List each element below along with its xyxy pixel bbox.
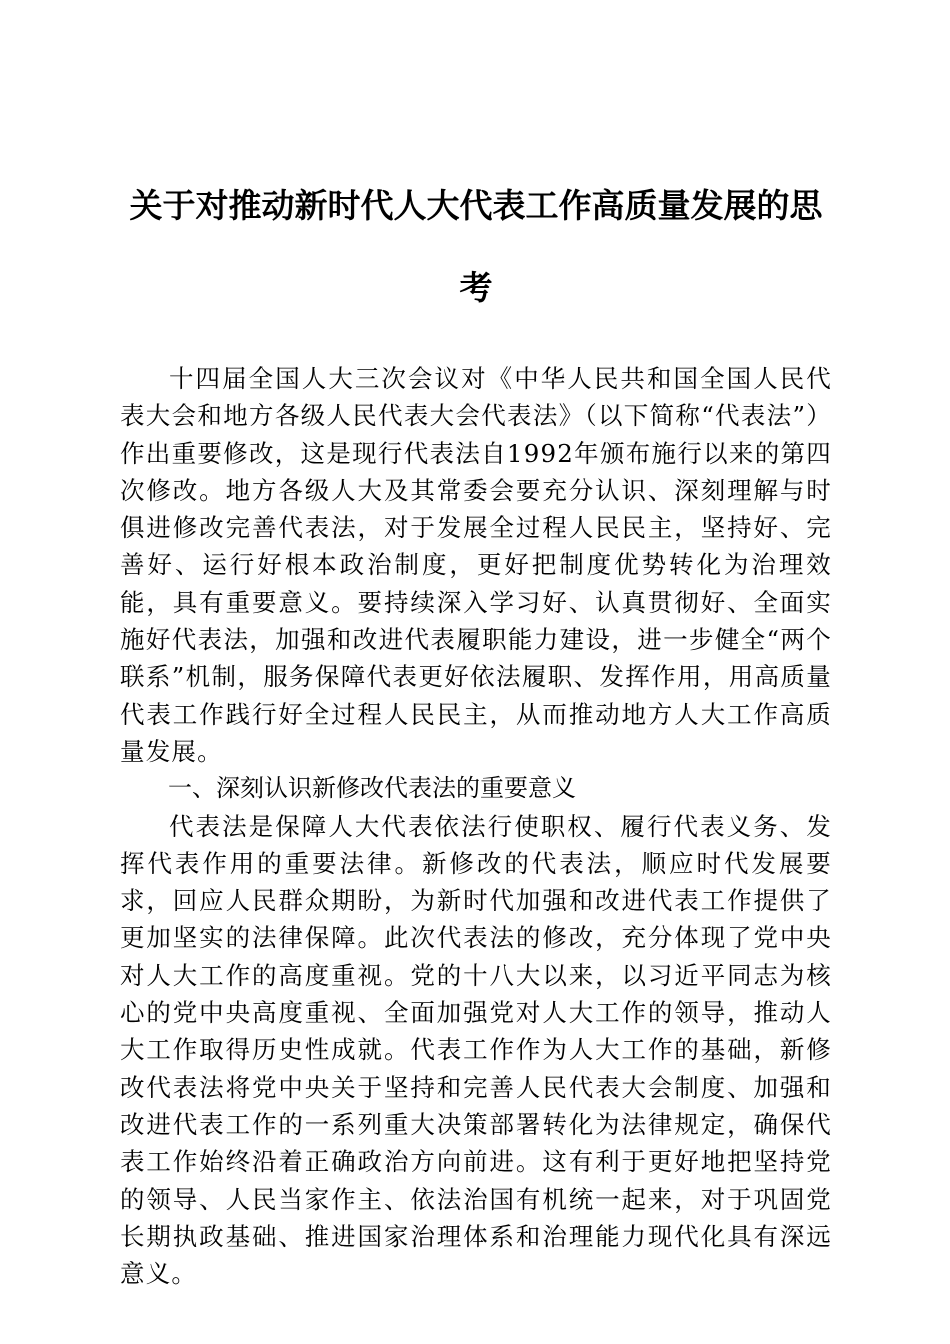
document-body — [120, 360, 832, 1292]
intro-paragraph: 十四届全国人大三次会议对《中华人民共和国全国人民代表大会和地方各级人民代表大会代表法》（以下简称“代表法”）作出重要修改，这是现行代表法自1992年颁布施行以来的第四次修改。地方各级人大及其常委会要充分认识、深刻理解与时俱进修改完善代表法，对于发展全过程人民民主，坚持好、完善好、运行好根本政治制度，更好把制度优势转化为治理效能，具有重要意义。要持续深入学习好、认真贯彻好、全面实施好代表法，加强和改进代表履职能力建设，进一步健全“两个联系”机制，服务保障代表更好依法履职、发挥作用，用高质量代表工作践行好全过程人民民主，从而推动地方人大工作高质量发展。 — [120, 364, 832, 766]
section-heading: 一、深刻认识新修改代表法的重要意义 — [168, 774, 576, 803]
section-paragraph: 代表法是保障人大代表依法行使职权、履行代表义务、发挥代表作用的重要法律。新修改的代表法，顺应时代发展要求，回应人民群众期盼，为新时代加强和改进代表工作提供了更加坚实的法律保障。此次代表法的修改，充分体现了党中央对人大工作的高度重视。党的十八大以来，以习近平同志为核心的党中央高度重视、全面加强党对人大工作的领导，推动人大工作取得历史性成就。代表工作作为人大工作的基础，新修改代表法将党中央关于坚持和完善人民代表大会制度、加强和改进代表工作的一系列重大决策部署转化为法律规定，确保代表工作始终沿着正确政治方向前进。这有利于更好地把坚持党的领导、人民当家作主、依法治国有机统一起来，对于巩固党长期执政基础、推进国家治理体系和治理能力现代化具有深远意义。 — [120, 811, 832, 1289]
document-title: 关于对推动新时代人大代表工作高质量发展的思考 — [129, 186, 823, 307]
